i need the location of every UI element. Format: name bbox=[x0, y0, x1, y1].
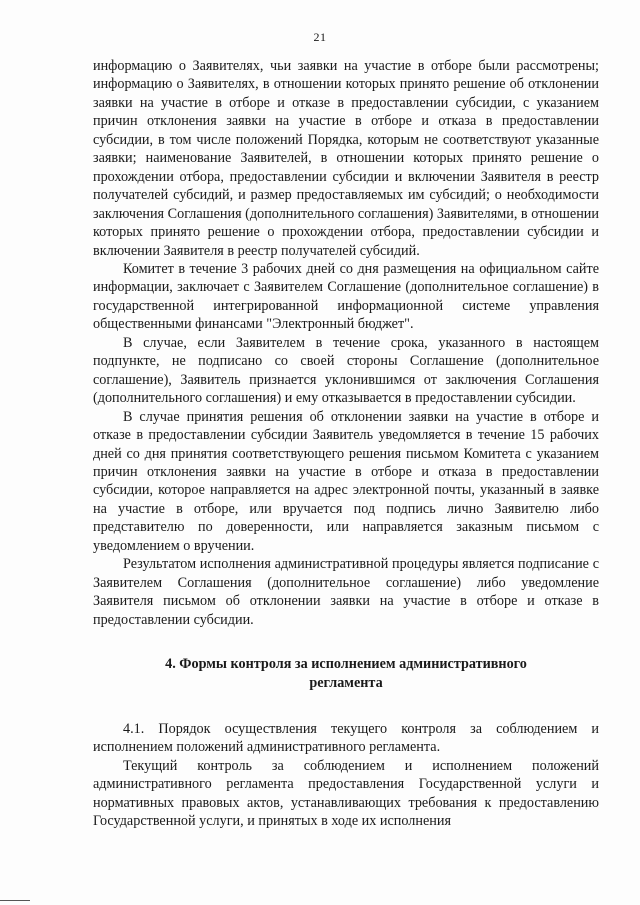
paragraph: В случае, если Заявителем в течение срока, указанного в настоящем подпункте, не подписано со своей стороны Соглашение (дополнительное соглашение), Заявитель признается уклонившимся от заключения Соглашения (дополнительного соглашения) и ему отказывается в предоставлении субсидии. bbox=[93, 334, 599, 407]
page-number: 21 bbox=[313, 30, 327, 44]
scan-edge-line bbox=[0, 900, 30, 901]
paragraph: Текущий контроль за соблюдением и исполнением положений административного регламента предоставления Государственной услуги и нормативных правовых актов, устанавливающих требования к предоставлению Государственной услуги, и принятых в ходе их исполнения bbox=[93, 757, 599, 830]
paragraph: В случае принятия решения об отклонении заявки на участие в отборе и отказе в предоставлении субсидии Заявитель уведомляется в течение 15 рабочих дней со дня принятия соответствующего решения письмом Комитета с указанием причин отклонения заявки на участие в отборе и отказа в предоставлении субсидии, которое направляется на адрес электронной почты, указанный в заявке на участие в отборе, или вручается под подпись лично Заявителю либо представителю по доверенности, или направляется заказным письмом с уведомлением о вручении. bbox=[93, 408, 599, 554]
paragraph: 4.1. Порядок осуществления текущего контроля за соблюдением и исполнением положений административного регламента. bbox=[93, 720, 599, 756]
paragraph-continued: информацию о Заявителях, чьи заявки на участие в отборе были рассмотрены; информацию о Заявителях, в отношении которых принято решение об отклонении заявки на участие в отборе и отказе в предоставлении субсидии, с указанием причин отклонения заявки на участие в отборе и отказа в предоставлении субсидии, в том числе положений Порядка, которым не соответствуют указанные заявки; наименование Заявителей, в отношении которых принято решение о прохождении отбора, предоставлении субсидии и включении Заявителя в реестр получателей субсидий, и размер предоставляемых им субсидий; о необходимости заключения Соглашения (дополнительного соглашения) Заявителями, в отношении которых принято решение о прохождении отбора, предоставлении субсидии и включении Заявителя в реестр получателей субсидий. bbox=[93, 58, 599, 259]
section-heading: 4. Формы контроля за исполнением административного регламента bbox=[165, 656, 527, 691]
paragraph: Результатом исполнения административной процедуры является подписание с Заявителем Соглашения (дополнительное соглашение) либо уведомление Заявителя письмом об отклонении заявки на участие в отборе и отказе в предоставлении субсидии. bbox=[93, 556, 599, 628]
document-body bbox=[93, 57, 599, 831]
paragraph: Комитет в течение 3 рабочих дней со дня размещения на официальном сайте информации, заключает с Заявителем Соглашение (дополнительное соглашение) в государственной интегрированной информационной системе управления общественными финансами "Электронный бюджет". bbox=[93, 260, 599, 333]
